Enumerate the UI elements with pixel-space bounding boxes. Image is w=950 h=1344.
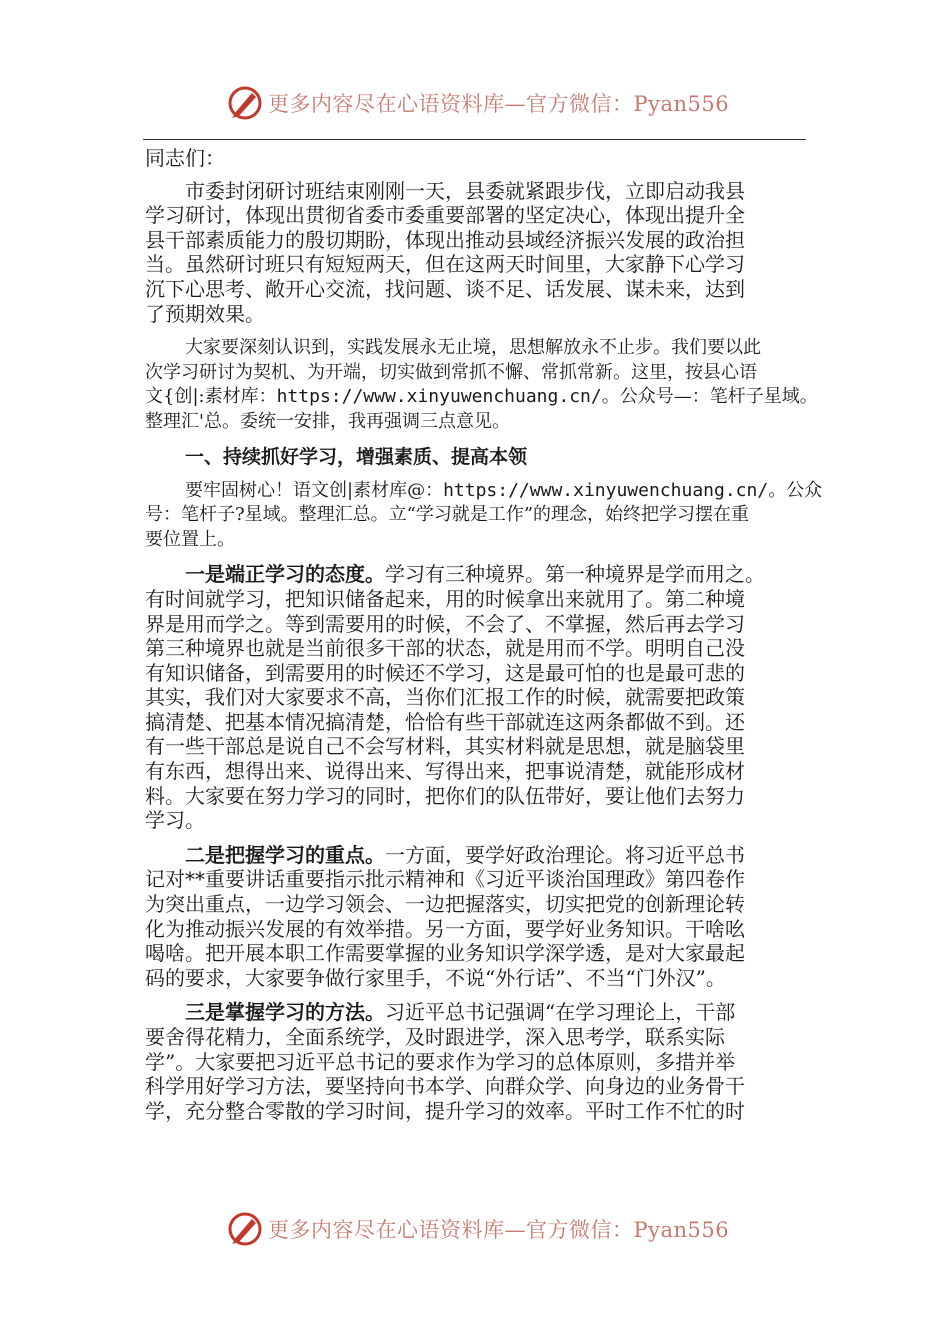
para6-line: 科学用好学习方法，要坚持向书本学、向群众学、向身边的业务骨干 <box>145 1074 745 1099</box>
url-text: https://www.xinyuwenchuang.cn/ <box>443 479 769 501</box>
banner-text: 更多内容尽在心语资料库—官方微信：Pyan556 <box>268 1218 730 1242</box>
para4-line: 有时间就学习，把知识储备起来，用的时候拿出来就用了。第二种境 <box>145 586 745 611</box>
para6-line: 要舍得花精力，全面系统学，及时跟进学，深入思考学，联系实际 <box>145 1025 725 1049</box>
para5-line: 化为推动振兴发展的有效举措。另一方面，要学好业务知识。干啥吆 <box>145 916 745 941</box>
pen-logo-icon <box>226 1210 264 1248</box>
para4-line: 界是用而学之。等到需要用的时候，不会了、不掌握，然后再去学习 <box>145 611 745 636</box>
para1-line: 县干部素质能力的殷切期盼，体现出推动县域经济振兴发展的政治担 <box>145 227 745 252</box>
banner-text: 更多内容尽在心语资料库—官方微信：Pyan556 <box>268 92 730 116</box>
para3-line: 要牢固树心！语文创|素材库@：https://www.xinyuwenchuang.cn/。公众 <box>185 479 823 501</box>
para3-line: 号：笔杆子?星域。整理汇总。立“学习就是工作”的理念，始终把学习摆在重 <box>145 504 750 526</box>
para4-line: 有东西，想得出来、说得出来、写得出来，把事说清楚，就能形成材 <box>145 759 745 784</box>
para1-line: 沉下心思考、敞开心交流，找问题、谈不足、话发展、谋未来，达到 <box>145 276 745 301</box>
para1-line: 了预期效果。 <box>145 301 265 326</box>
para5-line: 记对**重要讲话重要指示批示精神和《习近平谈治国理政》第四卷作 <box>145 867 745 892</box>
paragraph-6 <box>145 1000 825 1123</box>
greeting: 同志们： <box>145 146 225 170</box>
para6-line: 学，充分整合零散的学习时间，提升学习的效率。平时工作不忙的时 <box>145 1098 745 1123</box>
para5-line: 喝啥。把开展本职工作需要掌握的业务知识学深学透，是对大家最起 <box>145 941 745 966</box>
paragraph-4 <box>145 562 825 833</box>
pen-logo-icon <box>226 84 264 122</box>
paragraph-5 <box>145 843 825 991</box>
header-banner <box>0 80 950 128</box>
para2-line: 次学习研讨为契机、为开端，切实做到常抓不懈、常抓常新。这里，按县心语 <box>145 361 757 383</box>
para4-line: 一是端正学习的态度。学习有三种境界。第一种境界是学而用之。 <box>185 562 765 587</box>
paragraph-3 <box>145 479 825 553</box>
para1-line: 当。虽然研讨班只有短短两天，但在这两天时间里，大家静下心学习 <box>145 252 745 277</box>
document-body <box>145 146 825 1123</box>
paragraph-2 <box>145 336 825 434</box>
para2-line: 文{创|:素材库：https://www.xinyuwenchuang.cn/。公众号—：笔杆子星域。 <box>145 386 818 408</box>
url-text: https://www.xinyuwenchuang.cn/ <box>276 386 602 408</box>
para4-line: 有知识储备，到需要用的时候还不学习，这是最可怕的也是最可悲的 <box>145 660 745 685</box>
para5-line: 二是把握学习的重点。一方面，要学好政治理论。将习近平总书 <box>185 842 745 867</box>
para4-line: 搞清楚、把基本情况搞清楚，恰恰有些干部就连这两条都做不到。还 <box>145 709 745 734</box>
para4-line: 其实，我们对大家要求不高，当你们汇报工作的时候，就需要把政策 <box>145 685 745 710</box>
para4-line: 有一些干部总是说自己不会写材料，其实材料就是思想，就是脑袋里 <box>145 734 745 759</box>
para-lead: 三是掌握学习的方法。 <box>185 1000 385 1025</box>
para4-line: 第三种境界也就是当前很多干部的状态，就是用而不学。明明自己没 <box>145 636 745 661</box>
para6-line: 三是掌握学习的方法。习近平总书记强调“在学习理论上，干部 <box>185 1000 736 1025</box>
para-lead: 二是把握学习的重点。 <box>185 842 385 867</box>
para5-line: 为突出重点，一边学习领会、一边把握落实，切实把党的创新理论转 <box>145 892 745 917</box>
para6-line: 学”。大家要把习近平总书记的要求作为学习的总体原则，多措并举 <box>145 1049 736 1074</box>
section-heading: 一、持续抓好学习，增强素质、提高本领 <box>185 445 528 468</box>
para2-line: 大家要深刻认识到，实践发展永无止境，思想解放永不止步。我们要以此 <box>185 337 761 359</box>
para4-line: 学习。 <box>145 808 205 833</box>
para3-line: 要位置上。 <box>145 528 235 550</box>
para5-line: 码的要求，大家要争做行家里手，不说“外行话”、不当“门外汉”。 <box>145 965 726 990</box>
para1-line: 市委封闭研讨班结束刚刚一天，县委就紧跟步伐，立即启动我县 <box>185 178 745 203</box>
footer-banner <box>0 1206 950 1254</box>
para-lead: 一是端正学习的态度。 <box>185 562 385 587</box>
para4-line: 料。大家要在努力学习的同时，把你们的队伍带好，要让他们去努力 <box>145 783 745 808</box>
paragraph-1 <box>145 179 825 327</box>
header-rule <box>143 139 806 140</box>
para2-line: 整理汇'总。委统一安排，我再强调三点意见。 <box>145 410 510 432</box>
para1-line: 学习研讨，体现出贯彻省委市委重要部署的坚定决心，体现出提升全 <box>145 203 745 228</box>
